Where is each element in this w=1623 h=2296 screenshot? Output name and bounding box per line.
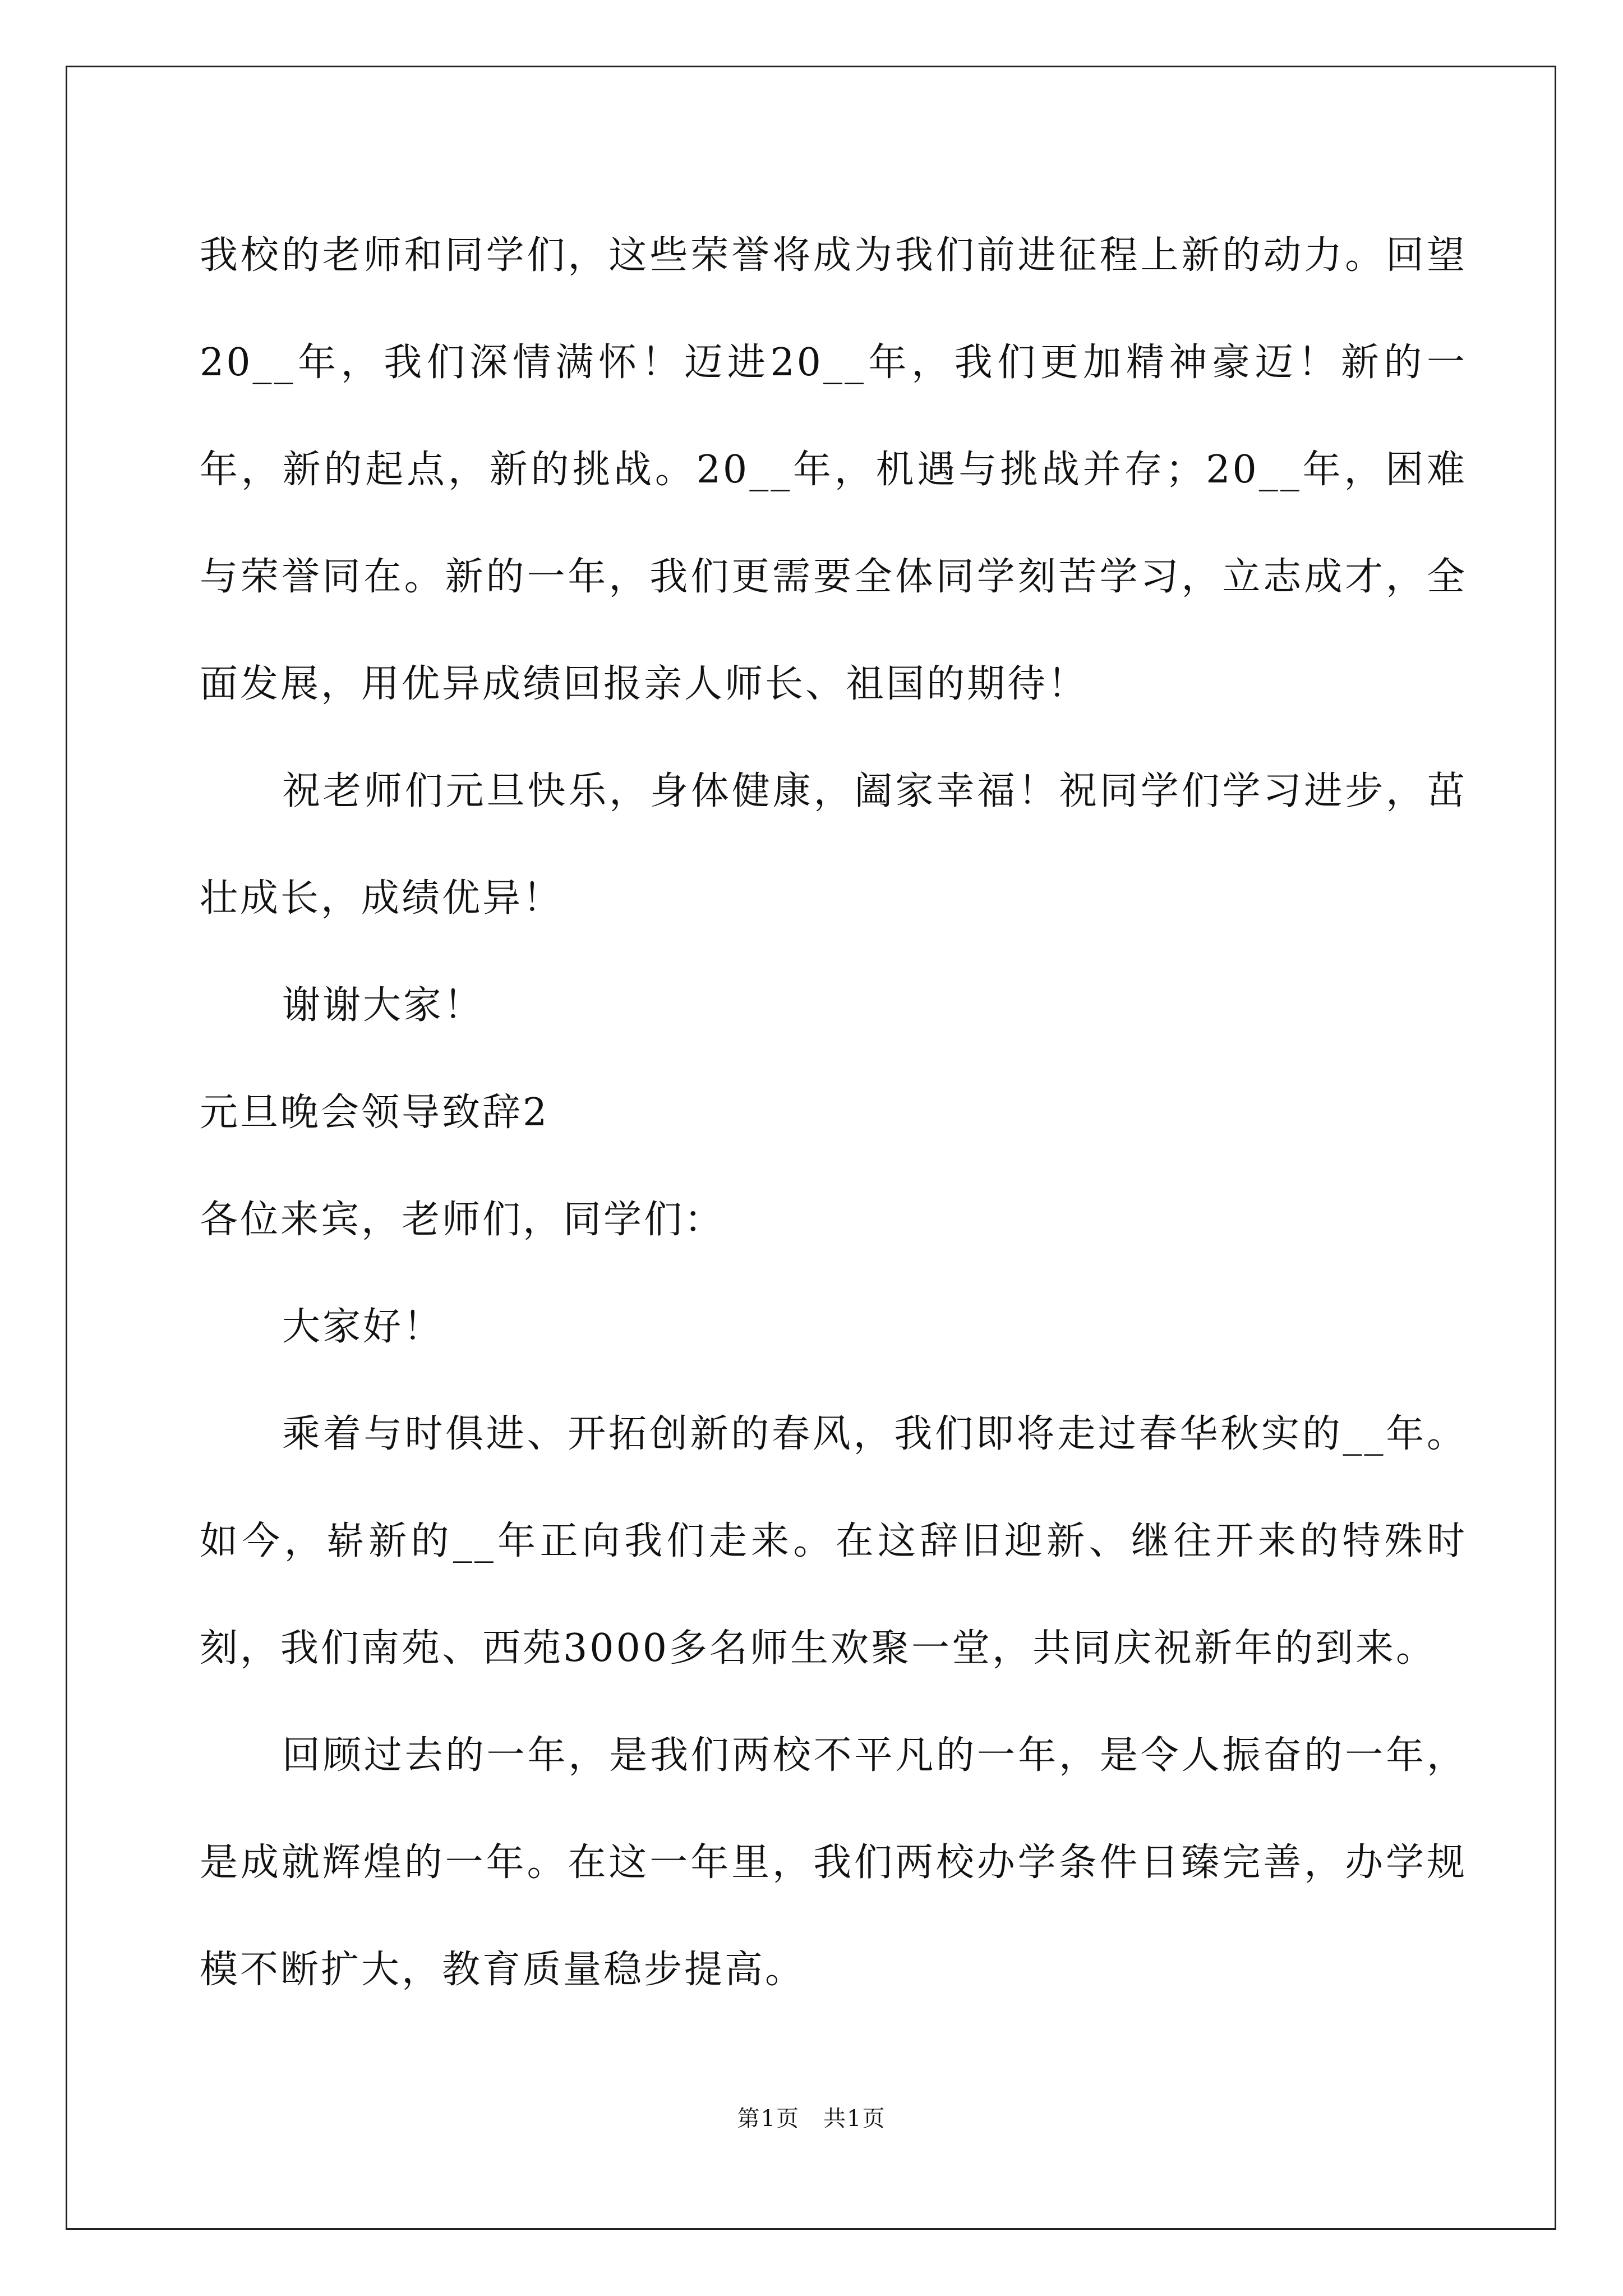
paragraph-intro: 乘着与时俱进、开拓创新的春风，我们即将走过春华秋实的__年。如今，崭新的__年正向我们走来。在这辞旧迎新、继往开来的特殊时刻，我们南苑、西苑3000多名师生欢聚一堂，共同庆祝新年的到来。 (200, 1412, 1467, 1671)
paragraph-thanks: 谢谢大家！ (282, 983, 485, 1028)
document-body (200, 202, 1467, 2023)
page-footer: 第1页 共1页 (737, 2106, 886, 2132)
salutation: 各位来宾，老师们，同学们： (200, 1198, 725, 1242)
section-heading: 元旦晚会领导致辞2 (200, 1091, 550, 1135)
paragraph-review: 回顾过去的一年，是我们两校不平凡的一年，是令人振奋的一年，是成就辉煌的一年。在这一年里，我们两校办学条件日臻完善，办学规模不断扩大，教育质量稳步提高。 (200, 1733, 1467, 1992)
greeting: 大家好！ (282, 1305, 444, 1349)
paragraph-continuation: 我校的老师和同学们，这些荣誉将成为我们前进征程上新的动力。回望20__年，我们深情满怀！迈进20__年，我们更加精神豪迈！新的一年，新的起点，新的挑战。20__年，机遇与挑战并存；20__年，困难与荣誉同在。新的一年，我们更需要全体同学刻苦学习，立志成才，全面发展，用优异成绩回报亲人师长、祖国的期待！ (200, 233, 1467, 706)
paragraph-wishes: 祝老师们元旦快乐，身体健康，阖家幸福！祝同学们学习进步，茁壮成长，成绩优异！ (200, 769, 1467, 921)
